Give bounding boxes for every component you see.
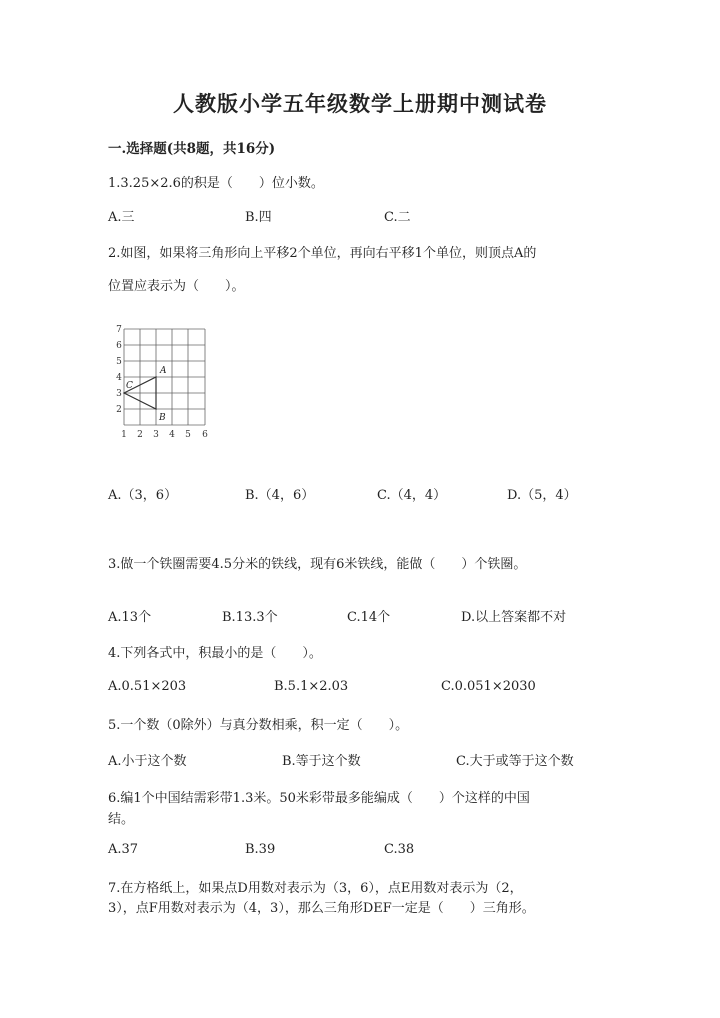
y-tick-label: 7 [116, 325, 122, 335]
question-3: 3.做一个铁圈需要4.5分米的铁线，现有6米铁线，能做（ ）个铁圈。 [108, 557, 527, 572]
vertex-b-label: B [159, 413, 166, 423]
y-tick-label: 4 [116, 373, 122, 383]
section-heading: 一.选择题(共8题，共16分) [108, 141, 276, 157]
vertex-c-label: C [126, 381, 133, 391]
q5-option-a: A.小于这个数 [108, 754, 187, 769]
coordinate-grid-figure [110, 322, 215, 442]
question-2-line-2: 位置应表示为（ ）。 [108, 279, 245, 294]
question-1: 1.3.25×2.6的积是（ ）位小数。 [108, 176, 324, 191]
q3-option-c: C.14个 [347, 610, 391, 625]
q1-option-c: C.二 [384, 210, 411, 225]
q2-option-d: D.（5，4） [507, 488, 577, 503]
q6-option-a: A.37 [108, 842, 139, 857]
q2-option-b: B.（4，6） [245, 488, 315, 503]
q6-option-b: B.39 [245, 842, 276, 857]
y-tick-label: 5 [116, 357, 122, 367]
question-4: 4.下列各式中，积最小的是（ ）。 [108, 646, 322, 661]
question-5: 5.一个数（0除外）与真分数相乘，积一定（ ）。 [108, 718, 409, 733]
q4-option-b: B.5.1×2.03 [274, 679, 349, 694]
q2-option-c: C.（4，4） [377, 488, 447, 503]
page-title: 人教版小学五年级数学上册期中测试卷 [173, 91, 547, 116]
question-2-line-1: 2.如图，如果将三角形向上平移2个单位，再向右平移1个单位，则顶点A的 [108, 246, 537, 261]
y-tick-label: 3 [116, 389, 122, 399]
vertex-a-label: A [160, 366, 167, 376]
q5-option-b: B.等于这个数 [282, 754, 361, 769]
q3-option-a: A.13个 [108, 610, 152, 625]
x-tick-label: 6 [202, 430, 208, 440]
q1-option-b: B.四 [245, 210, 272, 225]
q5-option-c: C.大于或等于这个数 [456, 754, 574, 769]
x-tick-label: 4 [169, 430, 175, 440]
x-tick-label: 1 [121, 430, 127, 440]
x-tick-label: 3 [153, 430, 159, 440]
question-6-line-1: 6.编1个中国结需彩带1.3米。50米彩带最多能编成（ ）个这样的中国 [108, 791, 530, 806]
question-6-line-2: 结。 [108, 812, 135, 827]
q1-option-a: A.三 [108, 210, 135, 225]
q3-option-d: D.以上答案都不对 [461, 610, 567, 625]
x-tick-label: 5 [185, 430, 191, 440]
q2-option-a: A.（3，6） [108, 488, 178, 503]
y-tick-label: 6 [116, 341, 122, 351]
x-tick-label: 2 [137, 430, 143, 440]
q3-option-b: B.13.3个 [222, 610, 278, 625]
question-7-line-1: 7.在方格纸上，如果点D用数对表示为（3，6），点E用数对表示为（2， [108, 881, 523, 896]
q4-option-a: A.0.51×203 [108, 679, 187, 694]
q6-option-c: C.38 [384, 842, 415, 857]
y-tick-label: 2 [116, 405, 122, 415]
q4-option-c: C.0.051×2030 [441, 679, 536, 694]
question-7-line-2: 3），点F用数对表示为（4，3），那么三角形DEF一定是（ ）三角形。 [108, 901, 535, 916]
